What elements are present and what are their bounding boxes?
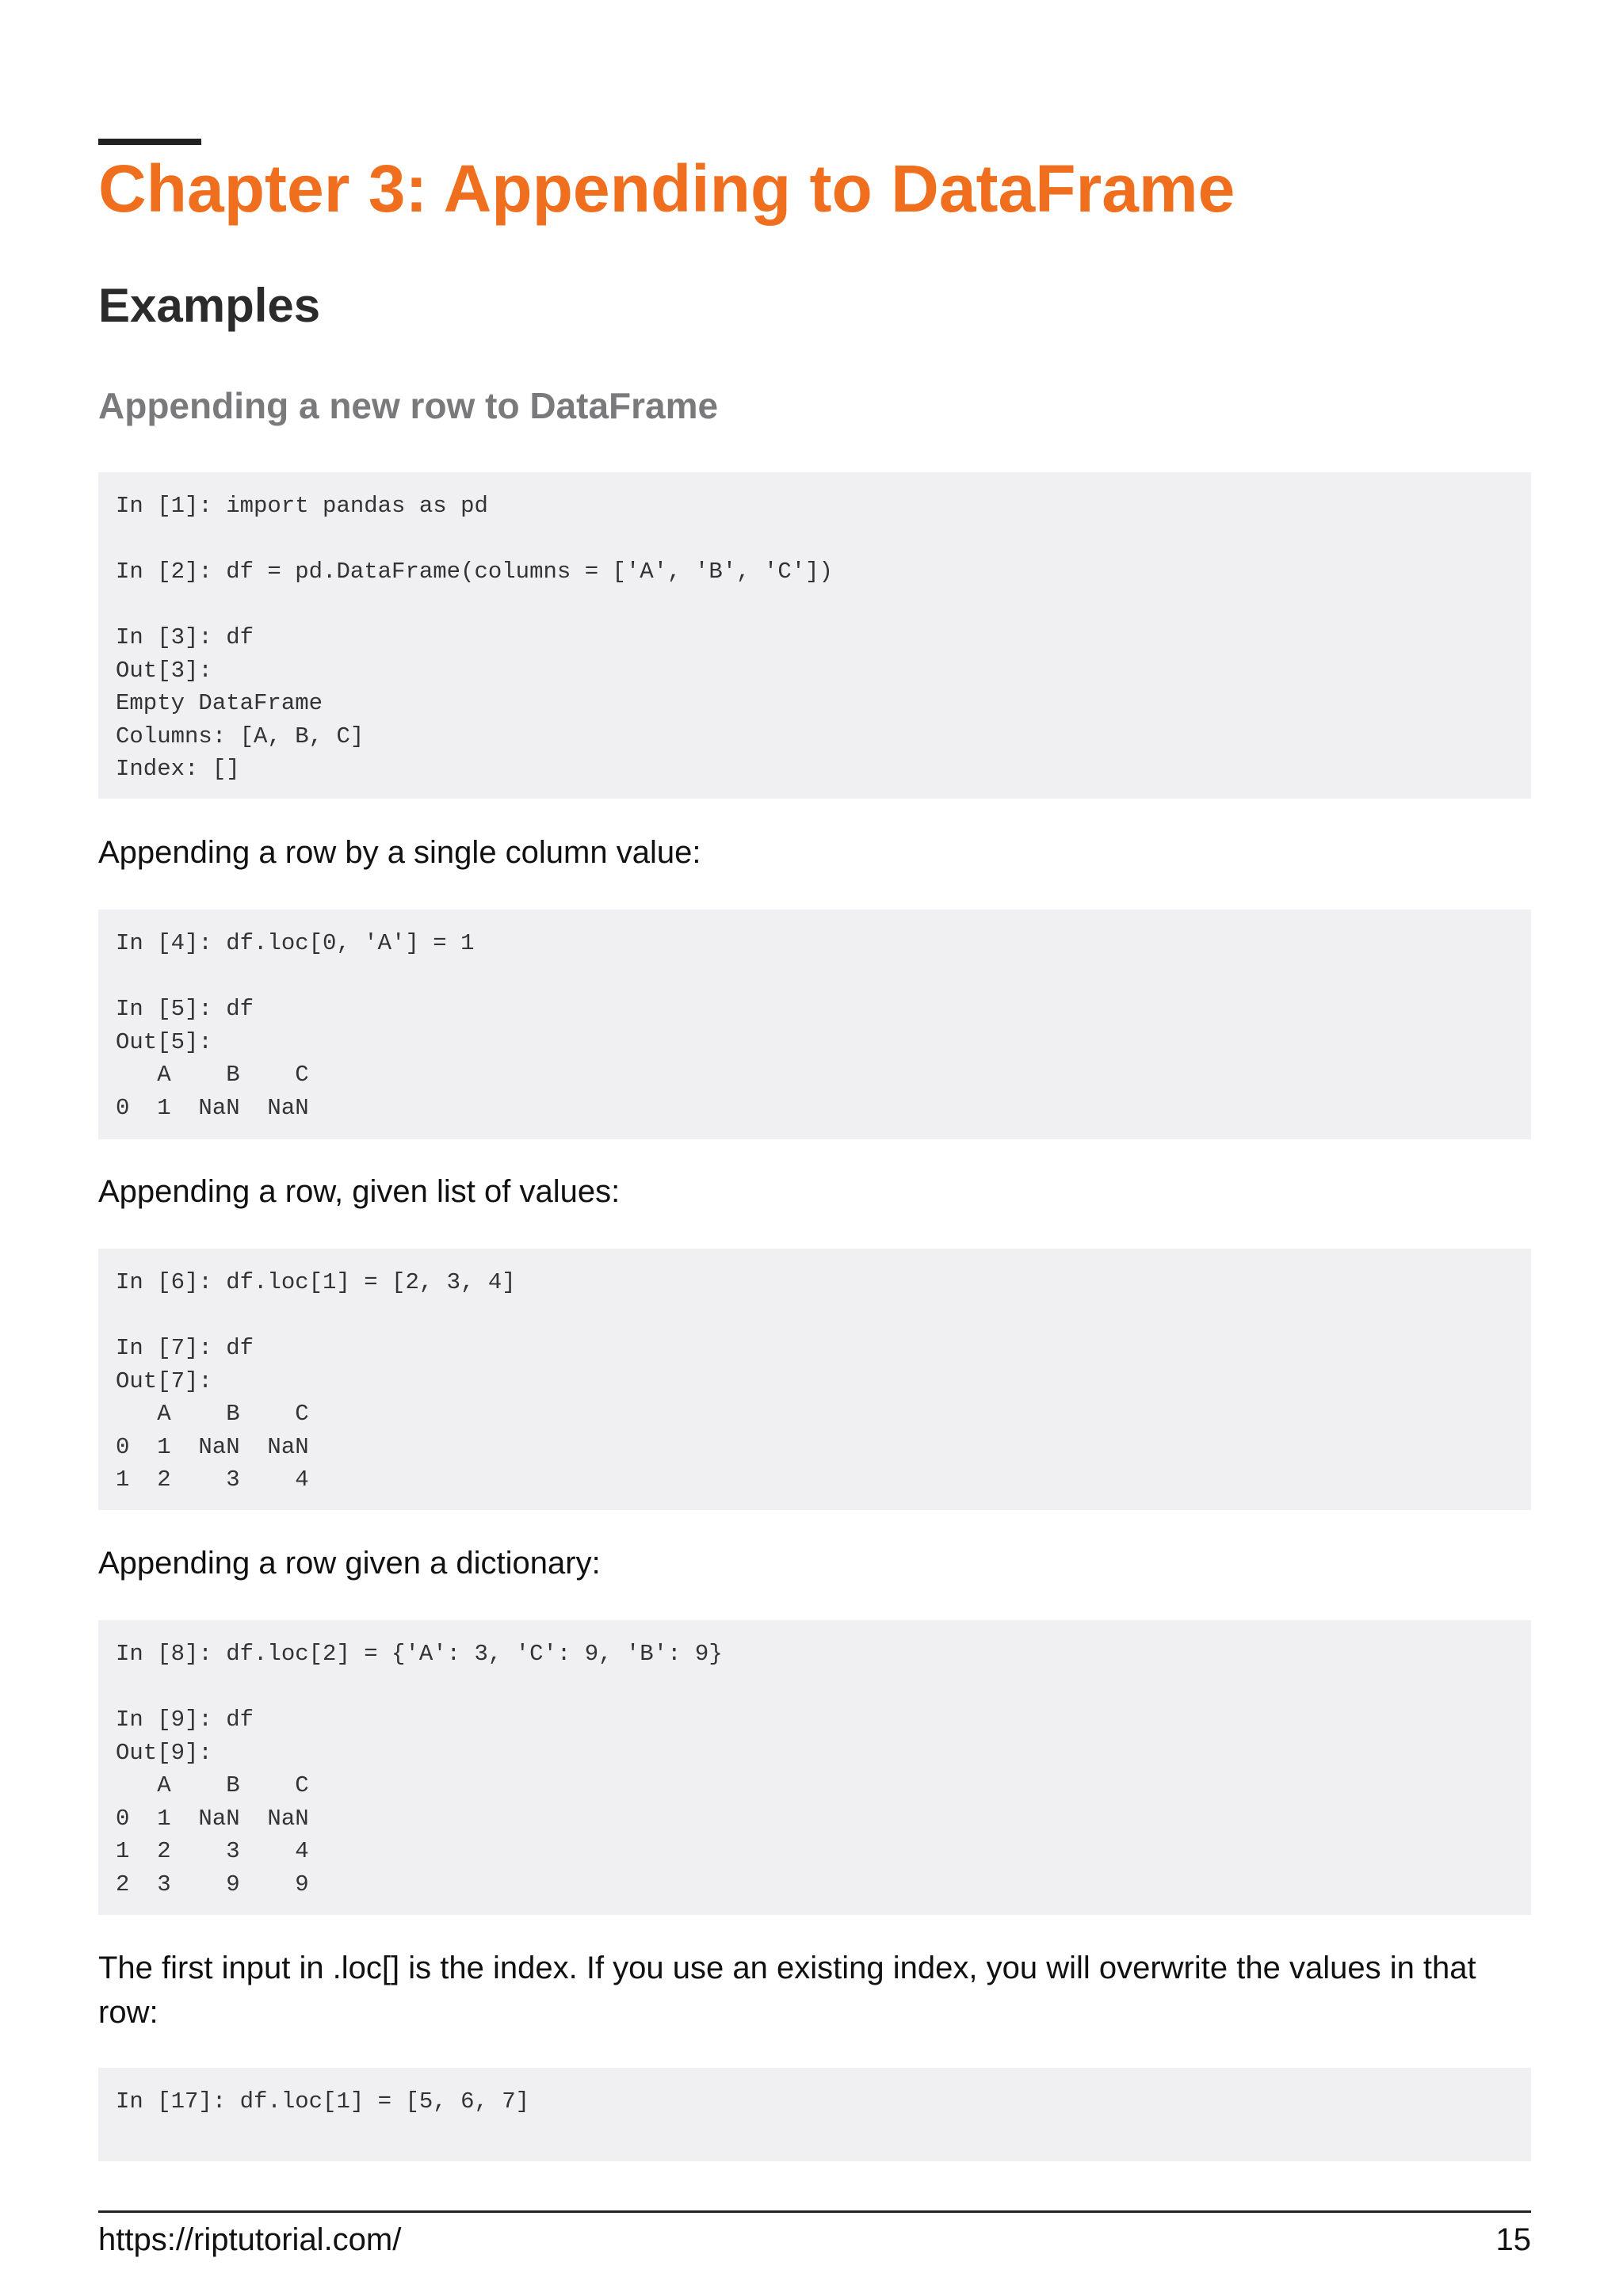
- footer-url: https://riptutorial.com/: [98, 2222, 402, 2257]
- code-text: In [4]: df.loc[0, 'A'] = 1 In [5]: df Out[5]: A B C 0 1 NaN NaN: [116, 930, 475, 1121]
- footer-rule: [98, 2210, 1531, 2213]
- code-text: In [1]: import pandas as pd In [2]: df = pd.DataFrame(columns = ['A', 'B', 'C']) In [3]: df Out[3]: Empty DataFrame Columns: [A, B, C] Index: []: [116, 493, 833, 782]
- subsection-title: Appending a new row to DataFrame: [98, 385, 719, 426]
- paragraph-list-of-values: Appending a row, given list of values:: [98, 1174, 621, 1209]
- chapter-rule: [98, 139, 201, 145]
- code-block-dictionary: [98, 1620, 1531, 1915]
- code-block-single-column: [98, 910, 1531, 1139]
- paragraph-loc-index: The first input in .loc[] is the index. If you use an existing index, you will overwrite the values in that row:: [98, 1951, 1476, 2030]
- code-text: In [17]: df.loc[1] = [5, 6, 7]: [116, 2088, 530, 2115]
- code-block-create-dataframe: [98, 472, 1531, 799]
- paragraph-single-column: Appending a row by a single column value:: [98, 835, 701, 870]
- paragraph-dictionary: Appending a row given a dictionary:: [98, 1546, 601, 1581]
- code-text: In [6]: df.loc[1] = [2, 3, 4] In [7]: df Out[7]: A B C 0 1 NaN NaN 1 2 3 4: [116, 1269, 516, 1493]
- chapter-title: Chapter 3: Appending to DataFrame: [98, 151, 1235, 226]
- code-block-overwrite: [98, 2068, 1531, 2161]
- code-text: In [8]: df.loc[2] = {'A': 3, 'C': 9, 'B': 9} In [9]: df Out[9]: A B C 0 1 NaN NaN 1 2 3 4 2 3 9 9: [116, 1641, 723, 1897]
- section-title: Examples: [98, 279, 321, 332]
- page-number: 15: [1495, 2222, 1531, 2257]
- code-block-list-of-values: [98, 1249, 1531, 1510]
